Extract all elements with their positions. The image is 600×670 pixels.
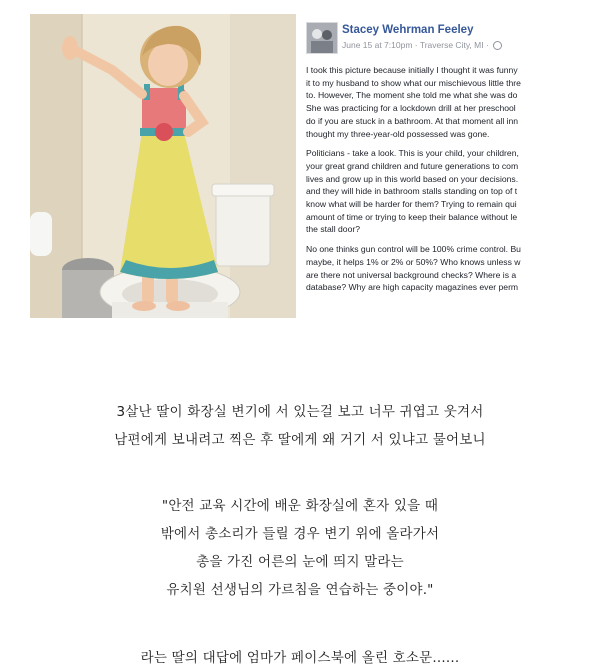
- post-line: amount of time or trying to keep their balance without le: [306, 211, 518, 222]
- closing-line: 라는 딸의 대답에 엄마가 페이스북에 올린 호소문......: [140, 650, 460, 666]
- post-line: maybe, it helps 1% or 2% or 50%? Who knows unless w: [306, 256, 521, 267]
- quote-line-1: "안전 교육 시간에 배운 화장실에 혼자 있을 때: [161, 498, 439, 514]
- post-meta: [342, 40, 502, 50]
- post-line: thought my three-year-old possessed was gone.: [306, 128, 490, 139]
- post-line: lives and grow up in this world based on your decisions.: [306, 173, 519, 184]
- meta-separator: ·: [485, 40, 492, 50]
- post-line: I took this picture because initially I thought it was funny: [306, 65, 518, 75]
- post-line: your great grand children and future generations to com: [306, 160, 519, 171]
- quote-line-4: 유치원 선생님의 가르침을 연습하는 중이야.": [166, 582, 434, 598]
- post-paragraph-1: [306, 64, 570, 140]
- author-avatar[interactable]: [306, 22, 338, 54]
- post-line: are there not universal background checks? Where is a: [306, 269, 517, 280]
- facebook-post-screenshot: [30, 14, 570, 318]
- caption-line-2: 남편에게 보내려고 찍은 후 딸에게 왜 거기 서 있냐고 물어보니: [114, 432, 486, 448]
- post-location[interactable]: Traverse City, MI: [419, 40, 484, 50]
- post-line: the stall door?: [306, 224, 360, 235]
- quote-line-2: 밖에서 총소리가 들릴 경우 변기 위에 올라가서: [160, 526, 440, 542]
- post-photo: [30, 14, 296, 318]
- post-line: No one thinks gun control will be 100% crime control. Bu: [306, 244, 521, 255]
- author-name-link[interactable]: Stacey Wehrman Feeley: [342, 24, 474, 36]
- post-line: Politicians - take a look. This is your child, your children,: [306, 148, 519, 159]
- post-line: do if you are stuck in a bathroom. At that moment all inn: [306, 115, 519, 126]
- post-date[interactable]: June 15 at 7:10pm: [342, 40, 413, 50]
- globe-icon: [493, 41, 502, 50]
- post-line: it to my husband to show what our mischievous little thre: [306, 77, 521, 88]
- post-line: She was practicing for a lockdown drill at her preschool: [306, 103, 516, 114]
- post-content: [306, 14, 570, 318]
- quote-line-3: 총을 가진 어른의 눈에 띄지 말라는: [196, 554, 404, 570]
- post-text: [306, 64, 570, 301]
- post-line: to. However, The moment she told me what she was do: [306, 90, 518, 101]
- post-paragraph-3: [306, 243, 570, 294]
- post-line: database? Why are high capacity magazines ever perm: [306, 282, 519, 293]
- caption-line-1: 3살난 딸이 화장실 변기에 서 있는걸 보고 너무 귀엽고 웃겨서: [116, 404, 484, 420]
- post-paragraph-2: [306, 147, 570, 236]
- post-line: know what will be harder for them? Trying to remain qui: [306, 199, 517, 210]
- meta-separator: ·: [414, 40, 420, 50]
- post-line: and they will hide in bathroom stalls standing on top of t: [306, 186, 518, 197]
